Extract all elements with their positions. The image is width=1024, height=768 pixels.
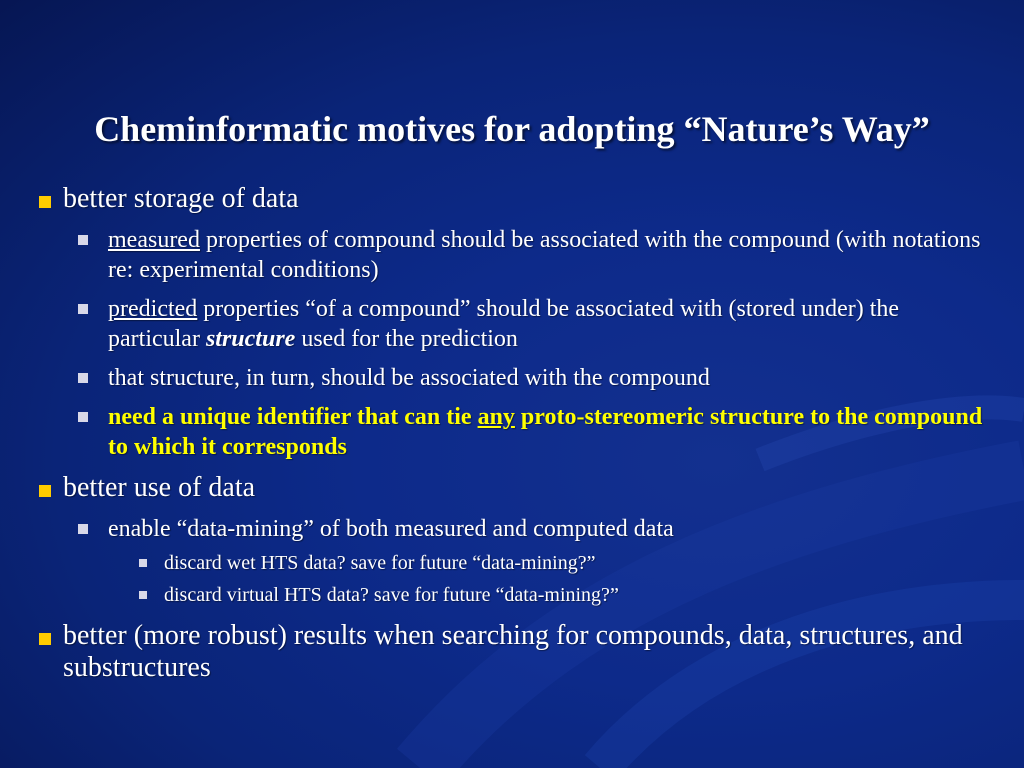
bullet-text: better (more robust) results when searching for compounds, data, structures, and substructures xyxy=(63,620,963,683)
sub-bullet-tail: used for the prediction xyxy=(295,326,518,352)
sub-bullet-structure xyxy=(36,363,996,393)
square-bullet-icon xyxy=(78,412,88,422)
square-bullet-icon xyxy=(78,304,88,314)
predicted-term: predicted xyxy=(108,296,198,322)
square-bullet-icon xyxy=(139,559,147,567)
sub-bullet-measured xyxy=(36,225,996,285)
bullet-text: better use of data xyxy=(63,472,256,503)
measured-term: measured xyxy=(108,227,200,253)
any-term: any xyxy=(477,404,515,430)
square-bullet-icon xyxy=(78,373,88,383)
square-bullet-icon xyxy=(39,196,51,208)
sub-sub-bullet-wet-hts xyxy=(36,550,996,576)
slide-title: Cheminformatic motives for adopting “Nature’s Way” xyxy=(94,109,930,149)
sub-bullet-datamining xyxy=(36,514,996,544)
sub-bullet-predicted xyxy=(36,294,996,354)
square-bullet-icon xyxy=(139,591,147,599)
slide-body xyxy=(36,183,996,684)
bullet-use xyxy=(36,472,996,504)
sub-bullet-identifier xyxy=(36,402,996,462)
sub-sub-bullet-text: discard virtual HTS data? save for future “data-mining?” xyxy=(164,584,619,606)
sub-bullet-text: need a unique identifier that can tie xyxy=(108,404,478,430)
sub-bullet-text: that structure, in turn, should be associated with the compound xyxy=(108,365,710,391)
bullet-storage xyxy=(36,183,996,215)
structure-term: structure xyxy=(205,326,296,352)
bullet-text: better storage of data xyxy=(63,183,299,214)
sub-bullet-text: properties of compound should be associated with the compound (with notations re: experimental conditions) xyxy=(108,227,981,283)
sub-sub-bullet-virtual-hts xyxy=(36,582,996,608)
sub-bullet-text: enable “data-mining” of both measured and computed data xyxy=(108,516,674,542)
bullet-search xyxy=(36,620,996,684)
square-bullet-icon xyxy=(39,485,51,497)
square-bullet-icon xyxy=(39,633,51,645)
sub-bullet-text: properties “of a compound” should be associated with (stored under) the particular xyxy=(108,296,900,352)
square-bullet-icon xyxy=(78,235,88,245)
sub-bullet-tail: proto-stereomeric structure to the compound to which it corresponds xyxy=(108,404,983,460)
square-bullet-icon xyxy=(78,524,88,534)
sub-sub-bullet-text: discard wet HTS data? save for future “data-mining?” xyxy=(164,552,596,574)
